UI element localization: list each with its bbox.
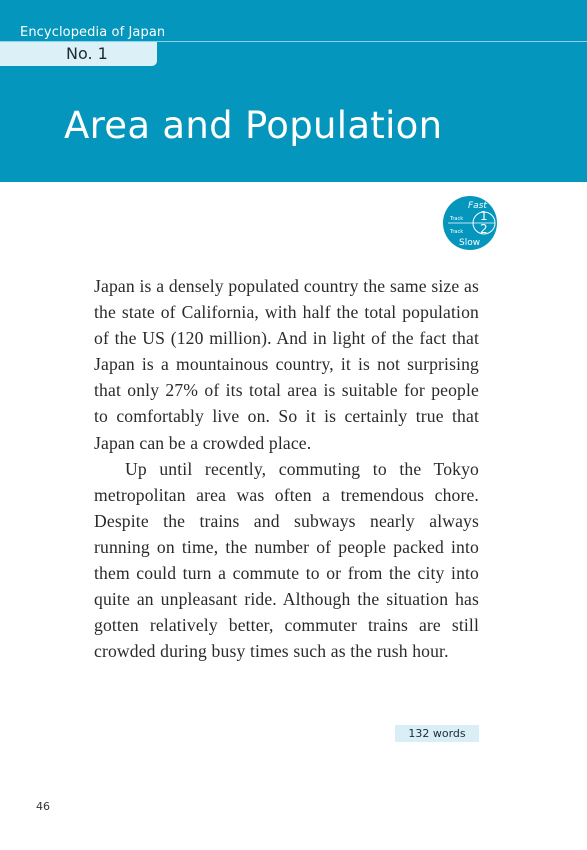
chapter-number-tab: No. 1	[0, 42, 157, 66]
slow-track-number: 2	[480, 222, 488, 236]
article-body	[94, 273, 479, 664]
series-title: Encyclopedia of Japan	[20, 25, 166, 40]
paragraph-1: Japan is a densely populated country the same size as the state of California, with half the total population of the US (120 million). And in light of the fact that Japan is a mountainous country, it is not surprising that only 27% of its total area is suitable for people to comfortably live on. So it is certainly true that Japan can be a crowded place.	[94, 276, 479, 453]
chapter-header	[0, 0, 587, 182]
paragraph-2: Up until recently, commuting to the Tokyo metropolitan area was often a tremendous chore. Despite the trains and subways nearly always running on time, the number of people packed into them could turn a commute to or from the city into quite an unpleasant ride. Although the situation has gotten relatively better, commuter trains are still crowded during busy times such as the rush hour.	[94, 458, 479, 662]
slow-track-label: Track	[450, 229, 464, 235]
page-number: 46	[36, 800, 50, 813]
fast-track-number: 1	[480, 209, 488, 223]
fast-label: Fast	[468, 201, 487, 211]
word-count-badge: 132 words	[395, 725, 479, 742]
audio-track-badge[interactable]	[442, 195, 498, 251]
fast-track-label: Track	[450, 216, 464, 222]
slow-label: Slow	[459, 238, 481, 248]
page-title: Area and Population	[64, 104, 443, 147]
